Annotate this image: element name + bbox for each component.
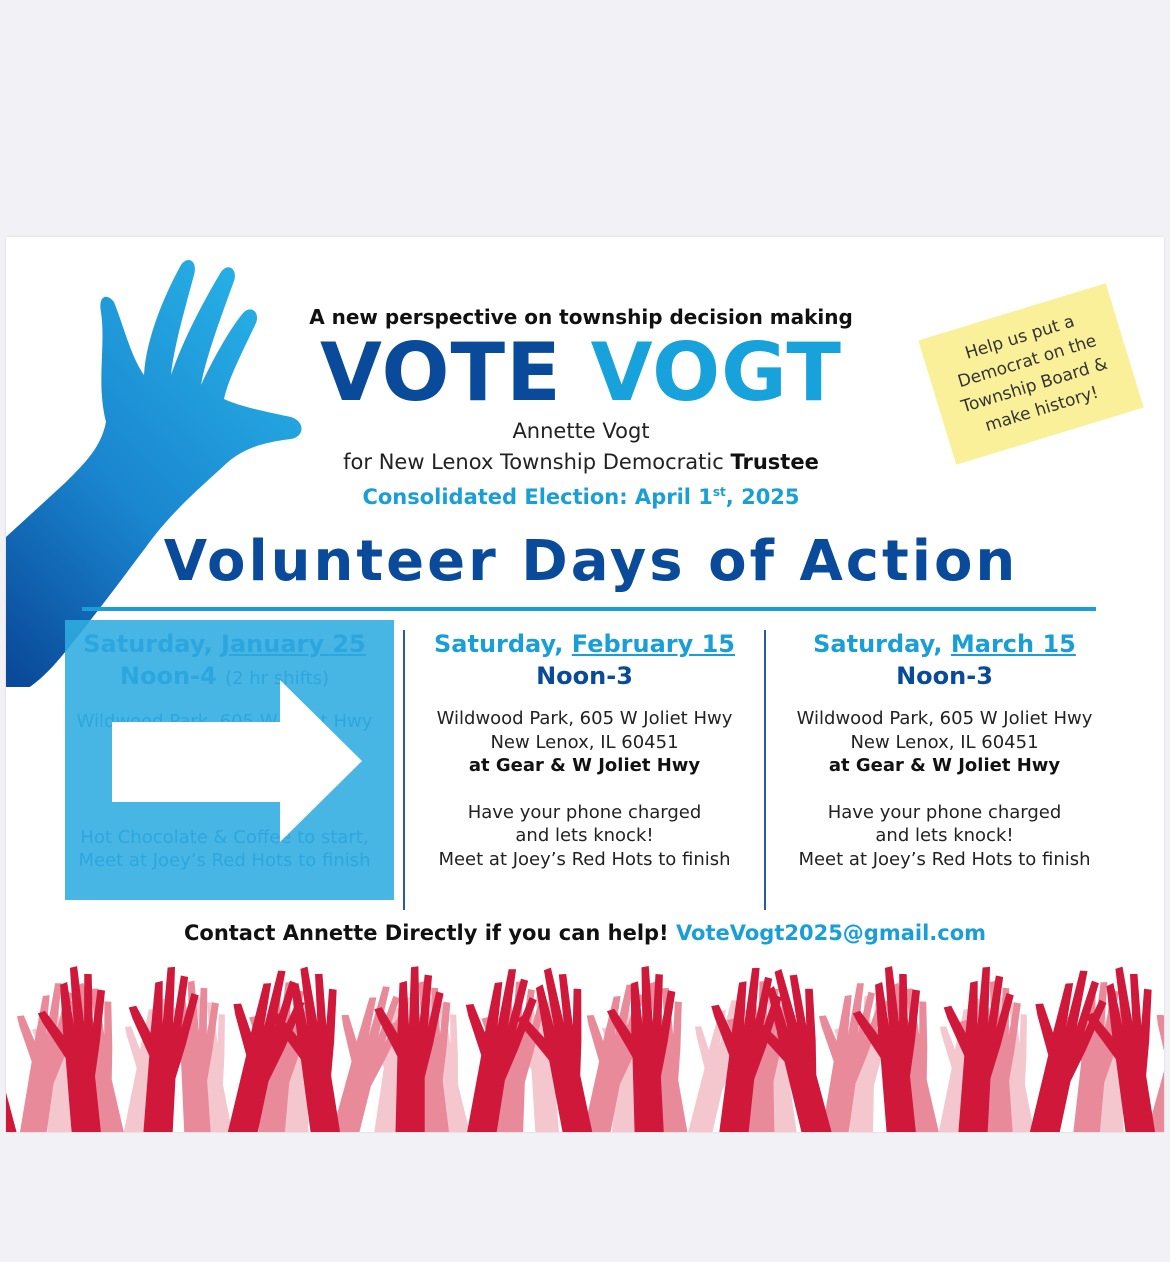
right-arrow-icon (112, 680, 364, 842)
event-date: February 15 (571, 630, 735, 658)
election-sup: st (712, 485, 726, 499)
event-note-1: Have your phone charged (467, 801, 702, 823)
candidate-name: Annette Vogt (512, 419, 650, 443)
event-march (772, 629, 1117, 871)
election-date (256, 485, 906, 509)
event-city: New Lenox, IL 60451 (850, 731, 1039, 753)
day-prefix: Saturday, (434, 630, 572, 658)
event-time: Noon-3 (896, 662, 993, 690)
column-divider (403, 630, 405, 910)
headline-vote: VOTE (320, 326, 562, 419)
section-title: Volunteer Days of Action (163, 529, 1019, 594)
contact-text: Contact Annette Directly if you can help! (183, 921, 669, 945)
event-note-2: and lets knock! (515, 825, 654, 846)
divider-rule (82, 607, 1096, 611)
event-note-3: Meet at Joey’s Red Hots to finish (798, 848, 1091, 870)
event-date: March 15 (950, 630, 1076, 658)
office-prefix: for New Lenox Township Democratic (343, 450, 724, 474)
headline-vogt: VOGT (590, 326, 842, 419)
event-cross-street: at Gear & W Joliet Hwy (468, 755, 701, 776)
election-suffix: , 2025 (725, 485, 800, 509)
event-note-3: Meet at Joey’s Red Hots to finish (438, 848, 731, 870)
event-day (412, 629, 757, 659)
event-time: Noon-3 (536, 662, 633, 690)
contact-email-link[interactable]: VoteVogt2025@gmail.com (675, 921, 987, 945)
office-title: Trustee (730, 450, 819, 474)
event-february (412, 629, 757, 871)
event-note-2: and lets knock! (875, 825, 1014, 846)
flyer (6, 237, 1164, 1132)
event-location: Wildwood Park, 605 W Joliet Hwy (796, 708, 1093, 729)
day-prefix: Saturday, (813, 630, 951, 658)
contact-line (6, 921, 1164, 945)
event-city: New Lenox, IL 60451 (490, 731, 679, 753)
headline (256, 325, 906, 421)
election-prefix: Consolidated Election: April 1 (362, 485, 713, 509)
event-location: Wildwood Park, 605 W Joliet Hwy (436, 708, 733, 729)
sticky-note (918, 283, 1143, 465)
event-day (772, 629, 1117, 659)
column-divider (764, 630, 766, 910)
sticky-note-text: Help us put a Democrat on the Township Board & make history! (955, 311, 1110, 437)
event-note-1: Have your phone charged (827, 801, 1062, 823)
event-cross-street: at Gear & W Joliet Hwy (828, 755, 1061, 776)
raised-hands-crowd-illustration (6, 962, 1164, 1132)
candidate-office (256, 450, 906, 474)
tagline: A new perspective on township decision making (309, 305, 853, 329)
